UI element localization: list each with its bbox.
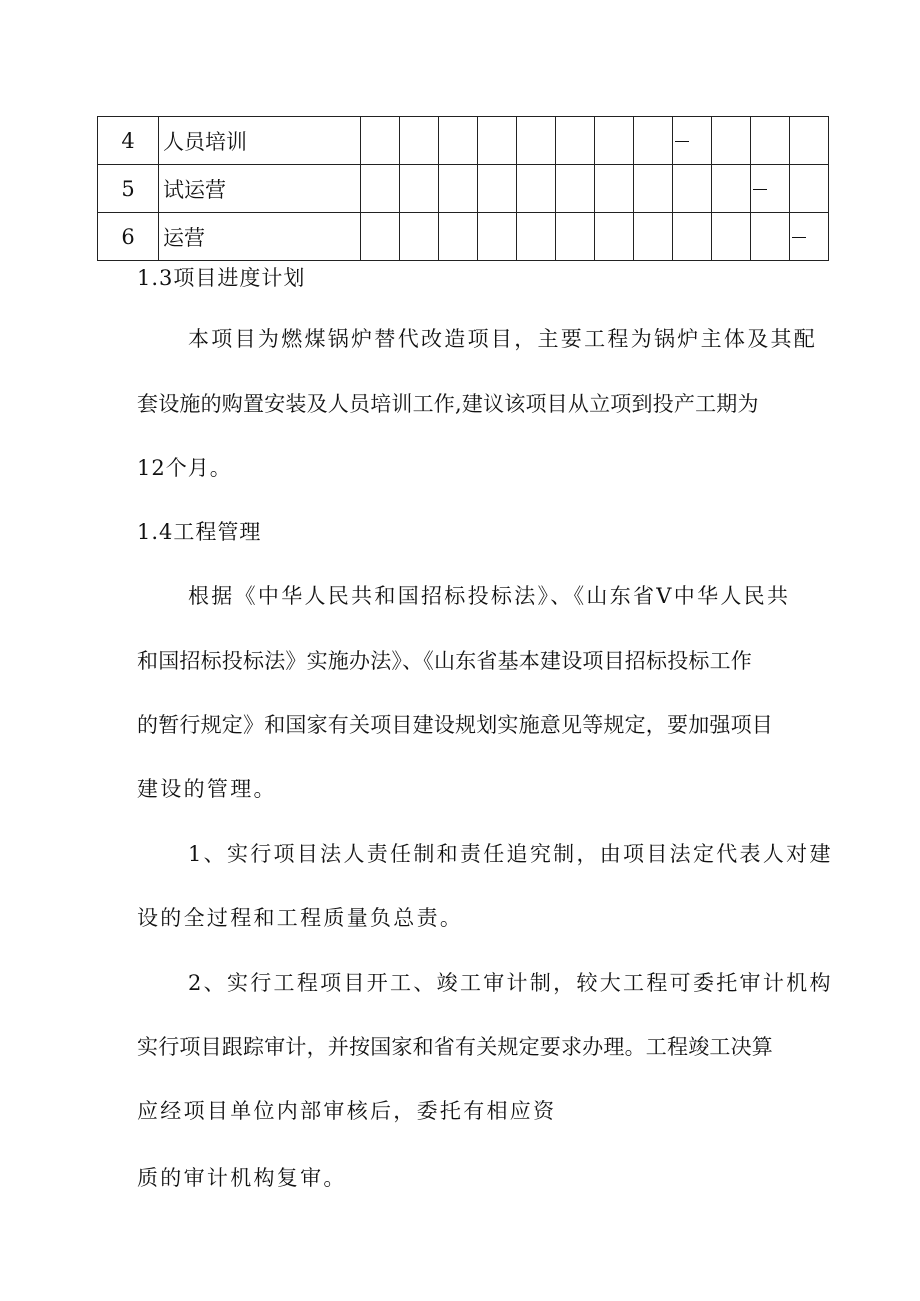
month-cell	[361, 213, 400, 261]
row-number: 6	[98, 213, 159, 261]
month-cell	[673, 213, 712, 261]
month-cell	[673, 117, 712, 165]
schedule-row	[98, 165, 829, 213]
month-cell	[517, 213, 556, 261]
month-cell	[478, 165, 517, 213]
month-cell	[790, 117, 829, 165]
section-1-4-para1-line-3: 的暂行规定》和国家有关项目建设规划实施意见等规定，要加强项目	[137, 713, 773, 737]
schedule-mark	[675, 141, 689, 142]
section-1-3-heading: 1.3项目进度计划	[137, 266, 306, 290]
item-1-line-2: 设的全过程和工程质量负总责。	[137, 906, 464, 930]
month-cell	[439, 165, 478, 213]
item-2-line-1: 2、实行工程项目开工、竣工审计制，较大工程可委托审计机构	[188, 971, 833, 995]
month-cell	[673, 165, 712, 213]
month-cell	[400, 213, 439, 261]
section-1-4-para1-line-2: 和国招标投标法》实施办法》、《山东省基本建设项目招标投标工作	[137, 649, 752, 673]
month-cell	[634, 165, 673, 213]
month-cell	[595, 165, 634, 213]
month-cell	[595, 117, 634, 165]
month-cell	[712, 165, 751, 213]
item-2-line-3: 应经项目单位内部审核后，委托有相应资	[137, 1099, 557, 1123]
section-1-3-line-1: 本项目为燃煤锅炉替代改造项目，主要工程为锅炉主体及其配	[188, 327, 818, 351]
month-cell	[634, 117, 673, 165]
item-2-line-2: 实行项目跟踪审计，并按国家和省有关规定要求办理。工程竣工决算	[137, 1035, 773, 1059]
month-cell	[400, 117, 439, 165]
month-cell	[361, 165, 400, 213]
task-name: 运营	[159, 213, 361, 261]
section-1-3-line-3: 12个月。	[137, 456, 232, 480]
item-1-line-1: 1、实行项目法人责任制和责任追究制，由项目法定代表人对建	[188, 842, 833, 866]
item-2-line-4: 质的审计机构复审。	[137, 1166, 347, 1190]
task-name: 人员培训	[159, 117, 361, 165]
schedule-row	[98, 213, 829, 261]
schedule-table-body	[98, 117, 829, 261]
month-cell	[517, 165, 556, 213]
row-number: 5	[98, 165, 159, 213]
section-1-4-heading: 1.4工程管理	[137, 520, 262, 544]
month-cell	[595, 213, 634, 261]
month-cell	[361, 117, 400, 165]
month-cell	[439, 117, 478, 165]
month-cell	[712, 117, 751, 165]
month-cell	[790, 213, 829, 261]
month-cell	[751, 165, 790, 213]
section-1-3-line-2: 套设施的购置安装及人员培训工作,建议该项目从立项到投产工期为	[137, 392, 759, 416]
row-number: 4	[98, 117, 159, 165]
month-cell	[751, 213, 790, 261]
month-cell	[517, 117, 556, 165]
schedule-mark	[792, 237, 806, 238]
month-cell	[751, 117, 790, 165]
month-cell	[478, 213, 517, 261]
month-cell	[712, 213, 751, 261]
month-cell	[556, 165, 595, 213]
schedule-row	[98, 117, 829, 165]
month-cell	[400, 165, 439, 213]
month-cell	[478, 117, 517, 165]
schedule-mark	[753, 189, 767, 190]
month-cell	[634, 213, 673, 261]
schedule-table	[97, 116, 829, 261]
month-cell	[556, 117, 595, 165]
section-1-4-para1-line-4: 建设的管理。	[137, 777, 277, 801]
section-1-4-para1-line-1: 根据《中华人民共和国招标投标法》、《山东省V中华人民共	[188, 584, 791, 608]
month-cell	[439, 213, 478, 261]
month-cell	[556, 213, 595, 261]
task-name: 试运营	[159, 165, 361, 213]
month-cell	[790, 165, 829, 213]
